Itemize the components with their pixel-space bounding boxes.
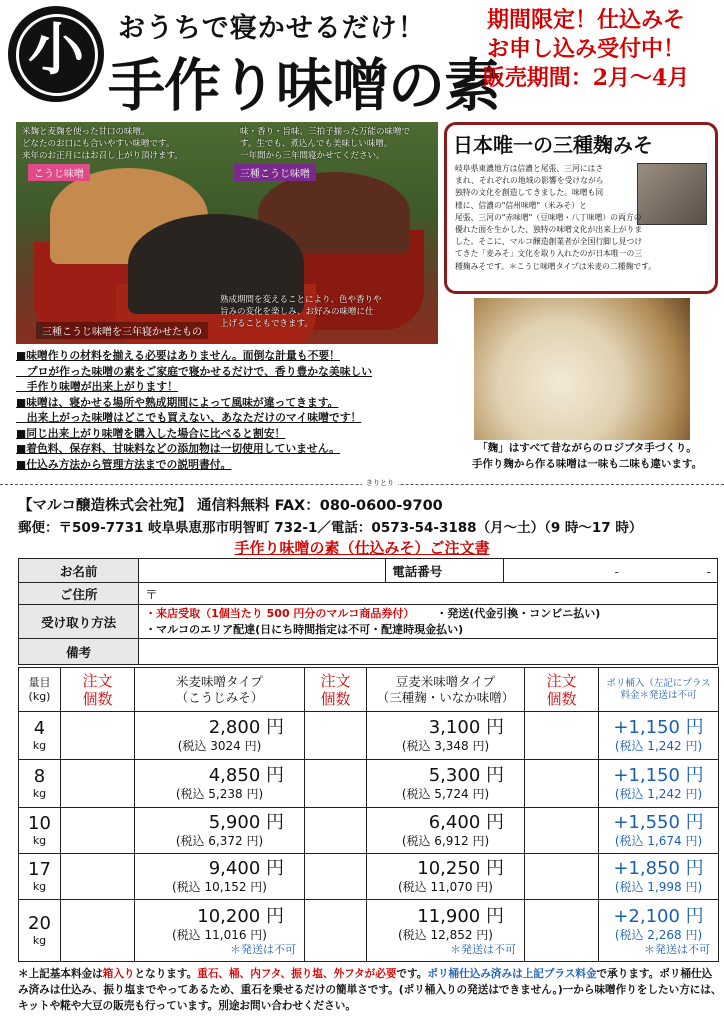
col-order-1: 注文 個数 <box>61 668 135 712</box>
promo-line-3: 販売期間：2月〜4月 <box>482 65 690 91</box>
phone-label: 電話番号 <box>386 559 504 583</box>
promo-box <box>452 6 720 93</box>
photo-text-aging: 熟成期間を変えることにより、色や香りや 旨みの変化を楽しみ、お好みの味噌に仕 上げることもできます。 <box>220 295 382 329</box>
label-kojimiso: こうじ味噌 <box>28 164 90 181</box>
table-row: 4 kg 2,800 円 (税込 3024 円) 3,100 円 (税込 3,348 円) +1,150 円 (税込 1,242 円) <box>19 712 719 760</box>
pickup-delivery[interactable]: ・マルコのエリア配達(日にち時間指定は不可・配達時現金払い) <box>145 622 464 636</box>
table-row: 10 kg 5,900 円 (税込 6,372 円) 6,400 円 (税込 6,912 円) +1,550 円 (税込 1,674 円) <box>19 808 719 854</box>
price-type2: 10,250 円 <box>417 858 504 879</box>
three-koji-box <box>444 122 718 294</box>
poly-price: +1,150 円 <box>613 717 704 738</box>
poly-price-tax: (税込 2,268 円) <box>614 927 703 942</box>
page-title: 手作り味噌の素 <box>108 52 500 119</box>
price-type1-tax: (税込 10,152 円) <box>172 880 267 894</box>
price-type2-tax: (税込 3,348 円) <box>401 739 490 753</box>
col-order-2: 注文 個数 <box>305 668 367 712</box>
order-form-title: 手作り味噌の素（仕込みそ）ご注文書 <box>234 539 490 557</box>
order-qty-input[interactable] <box>61 712 135 760</box>
order-qty-input[interactable] <box>525 808 599 854</box>
price-type2-tax: (税込 12,852 円) <box>398 927 493 942</box>
price-type1: 9,400 円 <box>208 858 284 879</box>
pickup-label: 受け取り方法 <box>19 605 139 639</box>
col-type1: 米麦味噌タイプ （こうじみそ） <box>135 668 305 712</box>
price-type1: 4,850 円 <box>208 765 284 786</box>
address-label: ご住所 <box>19 583 139 605</box>
price-type1: 10,200 円 <box>197 905 284 927</box>
col-order-3: 注文 個数 <box>525 668 599 712</box>
price-type1-tax: (税込 11,016 円) <box>172 927 267 942</box>
no-ship-note: ＊発送は不可 <box>230 942 296 956</box>
poly-price: +1,550 円 <box>613 812 704 833</box>
order-qty-input[interactable] <box>61 854 135 900</box>
price-type1: 2,800 円 <box>208 717 284 738</box>
order-qty-input[interactable] <box>305 900 367 962</box>
list-item: 手作り味噌が出来上がります！ <box>16 380 178 393</box>
pickup-options[interactable] <box>139 605 718 639</box>
table-row: 20 kg 10,200 円 (税込 11,016 円) ＊発送は不可 11,900 円 (税込 12,852 円) ＊発送は不可 +2,100 円 (税込 2,268 円) ＊発送は不可 <box>19 900 719 962</box>
order-qty-input[interactable] <box>525 712 599 760</box>
no-ship-note: ＊発送は不可 <box>450 942 516 956</box>
list-item: 出来上がった味噌はどこでも買えない、あなただけのマイ味噌です！ <box>16 411 362 424</box>
pickup-ship[interactable]: ・発送(代金引換・コンビニ払い) <box>436 606 601 620</box>
col-poly: ポリ桶入（左記にプラス 料金＊発送は不可 <box>599 668 719 712</box>
order-qty-input[interactable] <box>525 900 599 962</box>
memo-label: 備考 <box>19 639 139 665</box>
list-item: ■同じ出来上がり味噌を購入した場合に比べると割安！ <box>16 426 286 440</box>
tagline: おうちで寝かせるだけ！ <box>118 13 426 44</box>
table-row: 8 kg 4,850 円 (税込 5,238 円) 5,300 円 (税込 5,724 円) +1,150 円 (税込 1,242 円) <box>19 760 719 808</box>
poly-price-tax: (税込 1,998 円) <box>614 880 703 894</box>
price-table <box>18 667 719 962</box>
price-type1: 5,900 円 <box>208 812 284 833</box>
miso-photo <box>16 122 438 344</box>
qty-kg: 17 <box>28 859 51 880</box>
poly-price-tax: (税込 1,242 円) <box>614 787 703 801</box>
poly-price-tax: (税込 1,674 円) <box>614 834 703 848</box>
photo-text-sanshu: 味・香り・旨味、三拍子揃った万能の味噌で す。生でも、煮込んでも美味しい味噌。 一年間から三年間寝かせてください。 <box>240 127 411 161</box>
phone-field[interactable]: - - <box>504 559 718 583</box>
promo-line-1: 期間限定！仕込みそ <box>486 7 685 33</box>
three-koji-heading: 日本唯一の三種麹みそ <box>453 133 653 157</box>
list-item: ■味噌は、寝かせる場所や熟成期間によって風味が違ってきます。 <box>16 395 339 409</box>
order-qty-input[interactable] <box>61 808 135 854</box>
list-item: プロが作った味噌の素をご家庭で寝かせるだけで、香り豊かな美味しい <box>16 364 373 378</box>
price-type2: 6,400 円 <box>428 812 504 833</box>
pickup-store[interactable]: ・来店受取（1個当たり 500 円分のマルコ商品券付） <box>145 606 415 620</box>
memo-field[interactable] <box>139 639 718 665</box>
list-item: ■味噌作りの材料を揃える必要はありません。面倒な計量も不要！ <box>16 349 340 362</box>
poly-price: +1,850 円 <box>613 858 704 879</box>
feature-list <box>16 348 444 472</box>
price-type2-tax: (税込 5,724 円) <box>401 787 490 801</box>
poly-price: +1,150 円 <box>613 765 704 786</box>
poly-price-tax: (税込 1,242 円) <box>614 739 703 753</box>
photo-text-kojimiso: 米麹と麦麹を使った甘口の味噌。 どなたのお口にも合いやすい味噌です。 来年のお正月にはお召し上がり頂けます。 <box>22 127 183 161</box>
rice-caption: 「麹」はすべて昔ながらのロジブタ手づくり。 手作り麹から作る味噌は一味も二味も違います。 <box>471 442 703 470</box>
koji-rice-photo <box>474 298 690 440</box>
company-fax: 【マルコ醸造株式会社宛】 通信料無料 FAX：080-0600-9700 <box>18 498 443 514</box>
price-type2-tax: (税込 6,912 円) <box>401 834 490 848</box>
qty-kg: 10 <box>28 813 51 834</box>
qty-kg: 4 <box>33 718 46 739</box>
col-type2: 豆麦米味噌タイプ （三種麹・いなか味噌） <box>367 668 525 712</box>
customer-form <box>18 558 718 665</box>
col-qty: 量目 (kg) <box>19 668 61 712</box>
maruko-logo <box>8 6 104 102</box>
table-row: 17 kg 9,400 円 (税込 10,152 円) 10,250 円 (税込 11,070 円) +1,850 円 (税込 1,998 円) <box>19 854 719 900</box>
footer-note: ＊上記基本料金は箱入りとなります。重石、桶、内フタ、振り塩、外フタが必要です。ポリ桶仕込み済みは上記プラス料金で承ります。ポリ桶仕込み済みは仕込み、振り塩までやってあるため、重石を乗せるだけの簡単さです。(ポリ桶入りの発送はできません。)一から味噌作りをしたい方には、キットや糀や大豆の販売も行っています。別途お問い合わせください。 <box>18 968 722 1012</box>
order-qty-input[interactable] <box>525 854 599 900</box>
three-koji-body: 岐阜県東濃地方は信濃と尾張、三河にはさ まれ、それぞれの地域の影響を受けながら 独特の文化を創造してきました。味噌も同 様に、信濃の"信州味噌"（米みそ）と 尾張、三河の"赤味噌"（豆味噌・八丁味噌）の両方の 優れた面を生かした、独特の味噌文化が出来上がりま した。そこに、マルコ醸造創業者が全国行脚し見つけ てきた「麦みそ」文化を取り入れたのが日本唯一の三 種麹みそです。＊こうじ味噌タイプは米麦の二種麹です。 <box>455 164 657 271</box>
address-field[interactable]: 〒 <box>139 583 718 605</box>
list-item: ■仕込み方法から管理方法までの説明書付。 <box>16 457 232 471</box>
order-qty-input[interactable] <box>305 854 367 900</box>
order-qty-input[interactable] <box>305 760 367 808</box>
name-label: お名前 <box>19 559 139 583</box>
price-type2-tax: (税込 11,070 円) <box>398 880 493 894</box>
qty-kg: 8 <box>33 766 46 787</box>
qty-kg: 20 <box>28 913 51 934</box>
price-type2: 3,100 円 <box>428 717 504 738</box>
order-qty-input[interactable] <box>61 760 135 808</box>
price-type1-tax: (税込 6,372 円) <box>175 834 264 848</box>
price-type2: 5,300 円 <box>428 765 504 786</box>
label-sanshu: 三種こうじ味噌 <box>234 164 316 181</box>
no-ship-note: ＊発送は不可 <box>644 942 710 956</box>
order-qty-input[interactable] <box>61 900 135 962</box>
logo-character: 小 <box>28 17 84 83</box>
order-qty-input[interactable] <box>305 712 367 760</box>
company-address: 郵便：〒509-7731 岐阜県恵那市明智町 732-1／電話：0573-54-3188（月〜土）（9 時〜17 時） <box>18 520 643 536</box>
list-item: ■着色料、保存料、甘味料などの添加物は一切使用していません。 <box>16 442 340 455</box>
cut-label: きりとり <box>362 478 398 488</box>
promo-line-2: お申し込み受付中！ <box>486 36 685 62</box>
name-field[interactable] <box>139 559 386 583</box>
price-type2: 11,900 円 <box>417 905 504 927</box>
poly-price: +2,100 円 <box>613 905 704 927</box>
price-type1-tax: (税込 5,238 円) <box>175 787 264 801</box>
price-type1-tax: (税込 3024 円) <box>177 739 262 753</box>
order-qty-input[interactable] <box>305 808 367 854</box>
order-qty-input[interactable] <box>525 760 599 808</box>
label-three-year: 三種こうじ味噌を三年寝かせたもの <box>36 322 208 339</box>
